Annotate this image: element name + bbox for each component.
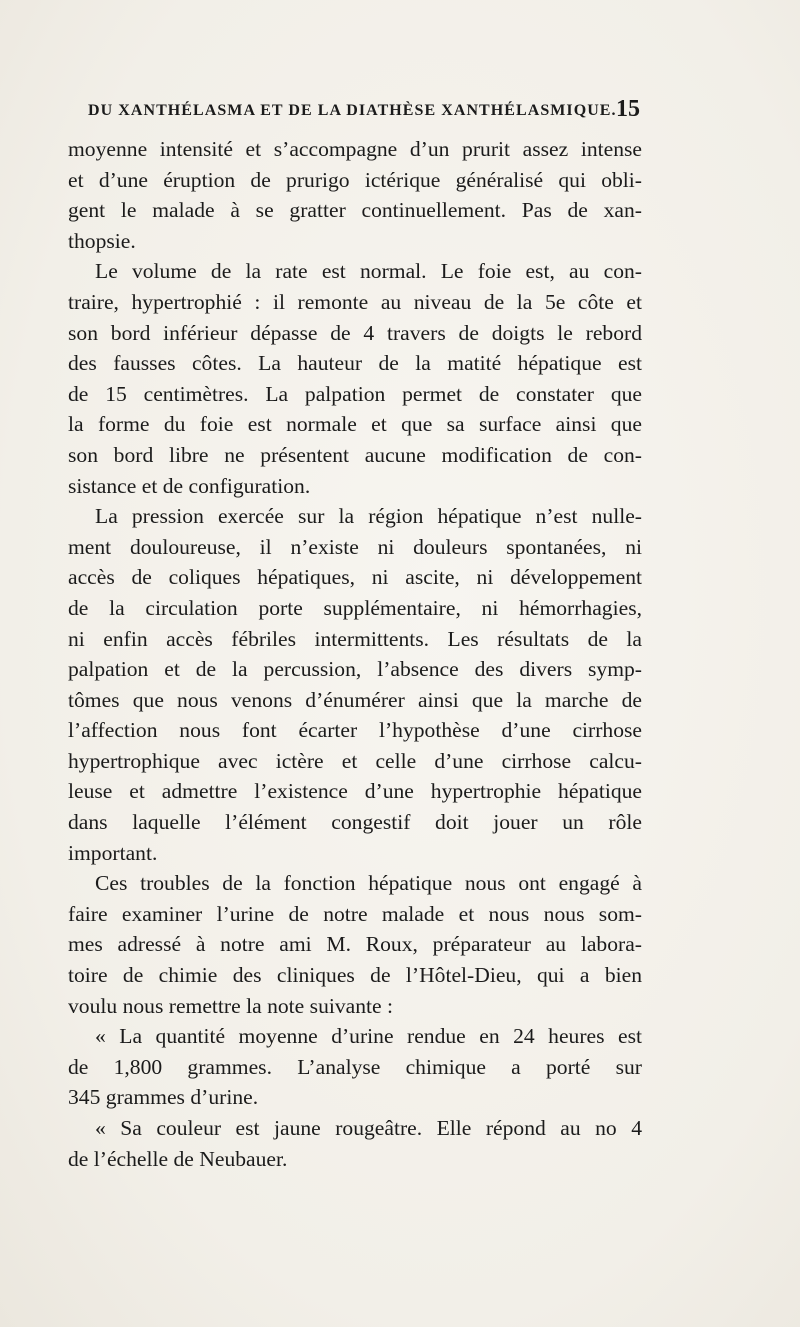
text-line: et d’une éruption de prurigo ictérique généralisé qui obli- <box>68 167 642 192</box>
text-line: 345 grammes d’urine. <box>68 1085 259 1110</box>
text-line: leuse et admettre l’existence d’une hypertrophie hépatique <box>68 779 642 804</box>
text-line: voulu nous remettre la note suivante : <box>68 993 394 1018</box>
text-line: dans laquelle l’élément congestif doit jouer un rôle <box>68 810 642 835</box>
text-line: important. <box>68 840 158 865</box>
text-line: son bord libre ne présentent aucune modification de con- <box>68 442 642 467</box>
text-line: mes adressé à notre ami M. Roux, préparateur au labora- <box>68 932 642 957</box>
text-line: toire de chimie des cliniques de l’Hôtel-Dieu, qui a bien <box>68 963 642 988</box>
text-line: « Sa couleur est jaune rougeâtre. Elle répond au no 4 <box>95 1116 642 1140</box>
running-head: DU XANTHÉLASMA ET DE LA DIATHÈSE XANTHÉLASMIQUE. <box>88 102 617 119</box>
text-line: faire examiner l’urine de notre malade et nous nous som- <box>68 901 642 926</box>
text-line: hypertrophique avec ictère et celle d’une cirrhose calcu- <box>68 748 642 773</box>
body-text <box>68 134 642 1174</box>
text-line: de l’échelle de Neubauer. <box>68 1146 288 1171</box>
page-header <box>88 96 640 128</box>
text-line: ment douloureuse, il n’existe ni douleurs spontanées, ni <box>68 534 642 559</box>
text-line: de 1,800 grammes. L’analyse chimique a porté sur <box>68 1054 642 1079</box>
text-line: sistance et de configuration. <box>68 473 311 498</box>
text-line: traire, hypertrophié : il remonte au niveau de la 5e côte et <box>68 289 642 314</box>
text-line: ni enfin accès fébriles intermittents. Les résultats de la <box>68 626 642 651</box>
text-line: « La quantité moyenne d’urine rendue en 24 heures est <box>95 1024 642 1049</box>
text-line: des fausses côtes. La hauteur de la matité hépatique est <box>68 351 642 376</box>
text-line: la forme du foie est normale et que sa surface ainsi que <box>68 412 642 437</box>
text-line: Le volume de la rate est normal. Le foie est, au con- <box>95 259 642 284</box>
text-line: palpation et de la percussion, l’absence des divers symp- <box>68 657 642 682</box>
text-line: thopsie. <box>68 228 136 253</box>
text-line: Ces troubles de la fonction hépatique nous ont engagé à <box>95 871 642 896</box>
text-line: moyenne intensité et s’accompagne d’un prurit assez intense <box>68 137 642 161</box>
text-line: l’affection nous font écarter l’hypothèse d’une cirrhose <box>68 718 642 743</box>
text-line: accès de coliques hépatiques, ni ascite, ni développement <box>68 565 642 590</box>
text-line: son bord inférieur dépasse de 4 travers de doigts le rebord <box>68 320 642 345</box>
text-line: tômes que nous venons d’énumérer ainsi que la marche de <box>68 687 642 712</box>
text-line: gent le malade à se gratter continuellement. Pas de xan- <box>68 198 642 223</box>
text-line: de 15 centimètres. La palpation permet de constater que <box>68 381 642 406</box>
text-line: La pression exercée sur la région hépatique n’est nulle- <box>95 504 642 529</box>
page-number: 15 <box>616 96 640 122</box>
text-line: de la circulation porte supplémentaire, ni hémorrhagies, <box>68 595 642 620</box>
